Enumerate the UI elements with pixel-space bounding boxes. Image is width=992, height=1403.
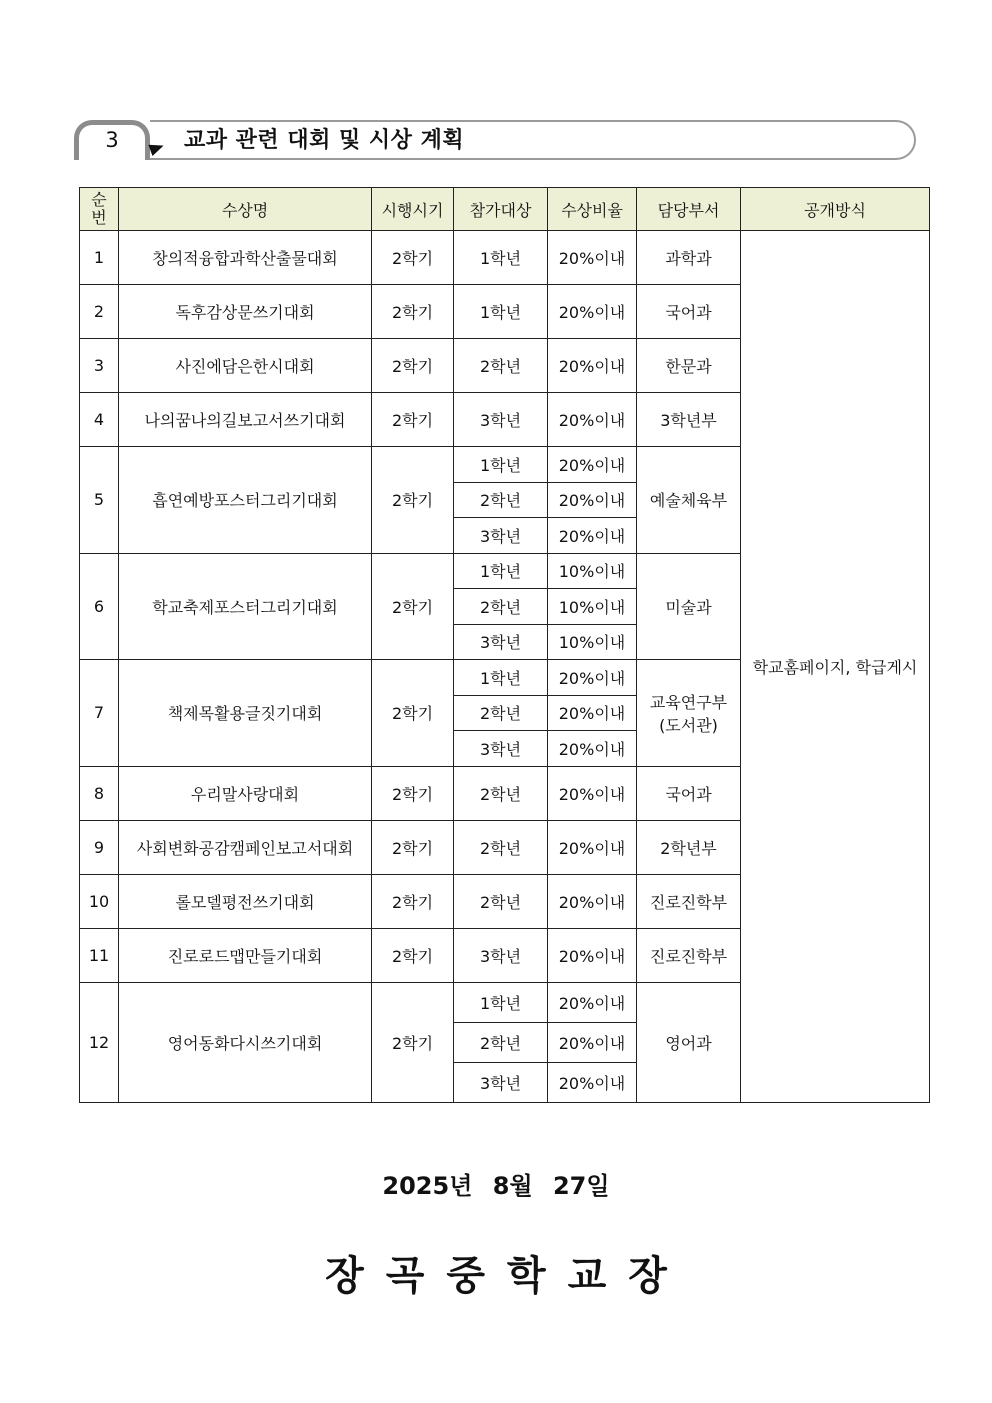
header-dept: 담당부서	[637, 188, 741, 231]
cell-target: 1학년	[454, 553, 548, 589]
document-date: 2025년 8월 27일	[382, 1172, 610, 1200]
cell-no: 3	[80, 339, 119, 393]
cell-no: 5	[80, 447, 119, 554]
cell-award-name: 나의꿈나의길보고서쓰기대회	[119, 393, 372, 447]
section-header	[74, 120, 918, 166]
header-ratio: 수상비율	[548, 188, 637, 231]
section-title: 교과 관련 대회 및 시상 계획	[184, 128, 465, 153]
cell-period: 2학기	[372, 660, 454, 767]
header-name: 수상명	[119, 188, 372, 231]
cell-target: 2학년	[454, 820, 548, 874]
header-target: 참가대상	[454, 188, 548, 231]
cell-ratio: 20%이내	[548, 766, 637, 820]
cell-target: 2학년	[454, 766, 548, 820]
cell-target: 3학년	[454, 928, 548, 982]
header-no	[80, 188, 119, 231]
cell-target: 2학년	[454, 589, 548, 625]
cell-period: 2학기	[372, 285, 454, 339]
cell-award-name: 사회변화공감캠페인보고서대회	[119, 820, 372, 874]
dept-label: 영어과	[665, 1033, 712, 1053]
cell-ratio: 20%이내	[548, 339, 637, 393]
cell-period: 2학기	[372, 982, 454, 1102]
cell-dept: 국어과	[637, 766, 741, 820]
cell-dept: 진로진학부	[637, 928, 741, 982]
cell-award-name: 영어동화다시쓰기대회	[119, 982, 372, 1102]
cell-period: 2학기	[372, 447, 454, 554]
dept-label: 교육연구부	[649, 692, 728, 712]
cell-dept	[637, 553, 741, 660]
cell-target: 3학년	[454, 518, 548, 554]
cell-award-name: 롤모델평전쓰기대회	[119, 874, 372, 928]
cell-period: 2학기	[372, 874, 454, 928]
cell-target: 1학년	[454, 447, 548, 483]
cell-target: 2학년	[454, 874, 548, 928]
cell-award-name: 학교축제포스터그리기대회	[119, 553, 372, 660]
dept-label: 예술체육부	[649, 491, 728, 511]
cell-ratio: 10%이내	[548, 624, 637, 660]
cell-ratio: 20%이내	[548, 482, 637, 518]
dept-label: 미술과	[665, 597, 712, 617]
cell-no: 8	[80, 766, 119, 820]
cell-period: 2학기	[372, 766, 454, 820]
cell-dept: 3학년부	[637, 393, 741, 447]
cell-ratio: 20%이내	[548, 231, 637, 285]
cell-ratio: 20%이내	[548, 874, 637, 928]
cell-no: 1	[80, 231, 119, 285]
cell-dept: 한문과	[637, 339, 741, 393]
cell-ratio: 20%이내	[548, 518, 637, 554]
school-principal: 장곡중학교장	[325, 1253, 689, 1299]
header-no-label: 순 번	[91, 190, 107, 227]
cell-target: 2학년	[454, 339, 548, 393]
cell-target: 2학년	[454, 695, 548, 731]
cell-dept: 진로진학부	[637, 874, 741, 928]
awards-table	[79, 187, 930, 1103]
cell-target: 3학년	[454, 624, 548, 660]
cell-period: 2학기	[372, 393, 454, 447]
cell-dept	[637, 982, 741, 1102]
cell-no: 2	[80, 285, 119, 339]
cell-period: 2학기	[372, 339, 454, 393]
table-row	[80, 231, 930, 285]
cell-no: 11	[80, 928, 119, 982]
cell-dept	[637, 447, 741, 554]
cell-no: 10	[80, 874, 119, 928]
cell-period: 2학기	[372, 928, 454, 982]
cell-award-name: 사진에담은한시대회	[119, 339, 372, 393]
cell-ratio: 20%이내	[548, 820, 637, 874]
cell-dept: 2학년부	[637, 820, 741, 874]
cell-award-name: 독후감상문쓰기대회	[119, 285, 372, 339]
cell-target: 3학년	[454, 731, 548, 767]
cell-no: 6	[80, 553, 119, 660]
cell-disclosure: 학교홈페이지, 학급게시	[741, 231, 930, 1103]
cell-ratio: 20%이내	[548, 660, 637, 696]
cell-dept: 국어과	[637, 285, 741, 339]
cell-target: 1학년	[454, 285, 548, 339]
cell-award-name: 흡연예방포스터그리기대회	[119, 447, 372, 554]
cell-no: 9	[80, 820, 119, 874]
cell-dept	[637, 660, 741, 767]
cell-dept: 과학과	[637, 231, 741, 285]
cell-target: 3학년	[454, 393, 548, 447]
cell-target: 1학년	[454, 660, 548, 696]
table-header-row	[80, 188, 930, 231]
cell-period: 2학기	[372, 820, 454, 874]
cell-ratio: 10%이내	[548, 553, 637, 589]
cell-ratio: 20%이내	[548, 447, 637, 483]
cell-ratio: 20%이내	[548, 695, 637, 731]
cell-period: 2학기	[372, 553, 454, 660]
cell-ratio: 20%이내	[548, 1062, 637, 1102]
cell-ratio: 20%이내	[548, 928, 637, 982]
cell-target: 2학년	[454, 482, 548, 518]
cell-no: 12	[80, 982, 119, 1102]
cell-target: 2학년	[454, 1022, 548, 1062]
cell-no: 7	[80, 660, 119, 767]
cell-ratio: 20%이내	[548, 285, 637, 339]
cell-target: 1학년	[454, 982, 548, 1022]
cell-ratio: 20%이내	[548, 393, 637, 447]
cell-period: 2학기	[372, 231, 454, 285]
cell-award-name: 우리말사랑대회	[119, 766, 372, 820]
header-period: 시행시기	[372, 188, 454, 231]
cell-target: 1학년	[454, 231, 548, 285]
cell-ratio: 20%이내	[548, 1022, 637, 1062]
dept-sublabel: (도서관)	[659, 715, 718, 735]
cell-ratio: 20%이내	[548, 982, 637, 1022]
section-number: 3	[105, 128, 119, 152]
cell-award-name: 진로로드맵만들기대회	[119, 928, 372, 982]
cell-ratio: 10%이내	[548, 589, 637, 625]
cell-no: 4	[80, 393, 119, 447]
cell-ratio: 20%이내	[548, 731, 637, 767]
header-disclosure: 공개방식	[741, 188, 930, 231]
cell-award-name: 책제목활용글짓기대회	[119, 660, 372, 767]
cell-target: 3학년	[454, 1062, 548, 1102]
cell-award-name: 창의적융합과학산출물대회	[119, 231, 372, 285]
